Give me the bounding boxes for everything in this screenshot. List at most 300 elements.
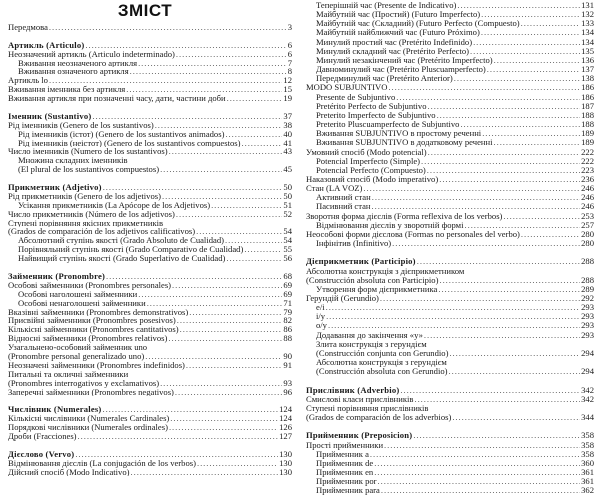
leader-dots [170,414,278,423]
toc-page-number: 222 [581,147,594,157]
toc-page-number: 236 [581,174,594,184]
leader-dots [439,175,580,184]
toc-entry [306,230,594,239]
toc-entry-title: e/i [316,303,325,313]
toc-entry [306,441,594,450]
toc-entry-title: Прийменник a [316,449,369,459]
toc-entry [306,312,594,321]
toc-entry-title: Заперечні займенники (Pronombres negativos) [8,387,174,397]
toc-page-number: 41 [283,138,292,148]
toc-entry-title: Дроби (Fracciones) [8,431,77,441]
leader-dots [180,325,283,334]
toc-entry-title: Умовний спосіб (Modo potencial) [306,147,427,157]
toc-entry-title: i/y [316,312,326,322]
toc-entry [306,468,594,477]
toc-entry [8,414,292,423]
toc-page-number: 289 [581,284,594,294]
leader-dots [388,83,580,92]
toc-page-number: 50 [283,191,292,201]
toc-page-number: 6 [287,40,292,50]
leader-dots [381,486,580,495]
toc-entry [8,85,292,94]
toc-entry-title: Активний стан [316,193,371,203]
toc-entry-title: Додавання до закінчення «у» [316,330,423,340]
toc-entry [8,361,292,370]
toc-entry [306,212,594,221]
toc-page-number: 96 [283,387,292,397]
toc-spacer [306,376,594,385]
toc-entry-title: Пасивний стан [316,202,371,212]
toc-entry [306,477,594,486]
leader-dots [437,111,581,120]
leader-dots [49,23,287,32]
toc-spacer [8,174,292,183]
leader-dots [160,165,282,174]
leader-dots [465,221,581,230]
leader-dots [242,139,283,148]
toc-spacer [306,422,594,431]
leader-dots [521,19,580,28]
leader-dots [482,129,580,138]
toc-entry [8,299,292,308]
toc-entry [8,227,292,236]
leader-dots [481,28,580,37]
toc-entry [8,94,292,103]
toc-entry-title: Вживання іменника без артикля [8,85,126,95]
leader-dots [130,67,287,76]
leader-dots [452,413,580,422]
toc-page-number: 91 [283,360,292,370]
toc-entry-title: Potencial Imperfecto (Simple) [316,156,421,166]
leader-dots [449,367,581,376]
toc-page-number: 88 [283,334,292,344]
toc-page-number: 138 [581,74,594,84]
toc-entry-title: Potencial Perfecto (Compuesto) [316,165,426,175]
toc-entry [306,102,594,111]
toc-page-number: 358 [581,449,594,459]
leader-dots [473,38,580,47]
toc-entry-title: Неособові форми дієслова (Formas no personales del verbo) [306,229,520,239]
leader-dots [494,56,580,65]
toc-entry [306,321,594,330]
toc-entry-title: Порядкові числівники (Numerales ordinales) [8,423,168,432]
toc-entry-title: Вживання неозначеного артикля [18,58,138,68]
toc-page-number: 293 [581,312,594,322]
toc-page-number: 130 [279,449,292,459]
toc-entry-title: Герундій (Gerundio) [306,294,379,303]
toc-page-number: 43 [283,147,292,157]
toc-page-number: 358 [581,440,594,450]
leader-dots [78,432,279,441]
toc-page-number: 90 [283,351,292,361]
leader-dots [225,236,282,245]
toc-page-number: 187 [581,101,594,111]
toc-entry-title: Стан (LA VOZ) [306,184,363,194]
leader-dots [131,468,279,477]
toc-entry-title: Дієприкметник (Participio) [306,257,416,267]
toc-page-number: 137 [581,65,594,75]
toc-entry-title: Артикль lo [8,76,48,86]
leader-dots [75,450,278,459]
toc-page-number: 292 [581,294,594,303]
toc-page-number: 15 [283,85,292,95]
toc-entry [8,343,292,352]
toc-entry-title: Майбутній час (Складний) (Futuro Perfecto (Compuesto) [316,19,520,29]
toc-entry [306,221,594,230]
toc-entry [8,334,292,343]
leader-dots [428,148,580,157]
toc-entry-title: Прийменник para [316,486,380,496]
toc-page-number: 54 [283,227,292,237]
toc-entry-title: Майбутній час (Простий) (Futuro Imperfecto) [316,10,481,20]
toc-entry [306,28,594,37]
toc-entry [8,236,292,245]
toc-page-number: 86 [283,325,292,335]
toc-entry [306,93,594,102]
toc-entry-title: Прикметник (Adjetivo) [8,183,102,192]
toc-entry [8,352,292,361]
toc-entry [306,202,594,211]
toc-section-heading [306,257,594,266]
toc-section-heading [8,272,292,281]
toc-page-number: 189 [581,138,594,148]
leader-dots [106,272,282,281]
toc-entry-title: (Grados de comparación de los adverbios) [306,413,452,423]
leader-dots [326,312,580,321]
toc-entry [8,192,292,201]
toc-entry [306,486,594,495]
leader-dots [372,202,581,211]
toc-page-number: 253 [581,211,594,221]
toc-section-heading [8,450,292,459]
leader-dots [189,308,282,317]
toc-page-number: 7 [287,58,292,68]
toc-page-number: 3 [287,23,292,32]
toc-entry-title: (El plural de los sustantivos compuestos) [18,165,160,175]
leader-dots [417,257,580,266]
leader-dots [384,441,580,450]
toc-page-number: 38 [283,120,292,130]
toc-entry [306,395,594,404]
toc-entry-title: Ступені порівняння прислівників [306,403,429,413]
toc-entry [306,83,594,92]
leader-dots [378,477,581,486]
toc-entry-title: Вживання означеного артикля [18,67,129,77]
toc-page-number: 188 [581,120,594,130]
toc-entry-title: Минулий складний час (Pretérito Perfecto) [316,46,469,56]
toc-page-number: 52 [283,209,292,219]
toc-entry [306,267,594,276]
toc-page-number: 294 [581,348,594,358]
toc-entry-title: (Construcción absoluta con Gerundio) [316,367,448,377]
leader-dots [226,254,282,263]
toc-entry-title: Preterito Imperfecto de Subjuntivo [316,110,436,120]
toc-spacer [8,396,292,405]
toc-page-number: 293 [581,321,594,331]
leader-dots [487,65,580,74]
toc-entry-title: Прислівник (Adverbio) [306,385,400,395]
toc-page-number: 126 [279,423,292,432]
toc-entry-title: Presente de Subjuntivo [316,92,396,102]
toc-entry-title: Прийменник de [316,458,374,468]
toc-page-number: 93 [283,378,292,388]
toc-section-heading [8,41,292,50]
toc-entry [306,285,594,294]
toc-entry-title: Неозначені займенники (Pronombres indefinidos) [8,360,185,370]
leader-dots [147,299,283,308]
toc-entry-title: Preterito Pluscuamperfecto de Subjuntivo [316,120,460,130]
toc-entry-title: Узагальнено-особовий займенник uno [8,343,148,352]
toc-entry [8,245,292,254]
toc-page-number: 288 [581,275,594,285]
leader-dots [92,112,282,121]
toc-page-number: 280 [581,239,594,249]
toc-entry-title: Множина складних іменників [18,156,128,166]
toc-page-number: 342 [581,385,594,395]
toc-entry [306,120,594,129]
leader-dots [380,294,580,303]
toc-page-number: 293 [581,303,594,313]
toc-entry [306,175,594,184]
leader-dots [392,239,580,248]
toc-page-number: 134 [581,37,594,47]
toc-entry [8,121,292,130]
toc-entry-title: Pretérito Perfecto de Subjuntivo [316,101,427,111]
toc-entry [8,59,292,68]
toc-page-number: 79 [283,307,292,317]
toc-entry-title: Давноминулий час (Pretérito Pluscuamperfecto) [316,65,486,75]
toc-page-number: 257 [581,220,594,230]
toc-entry [306,450,594,459]
leader-dots [370,450,580,459]
toc-entry [8,370,292,379]
toc-entry [8,139,292,148]
toc-entry-title: Питальні та окличні займенники [8,369,129,379]
leader-dots [211,201,282,210]
toc-entry-title: Займенник (Pronombre) [8,271,106,281]
toc-page-number: 6 [287,49,292,59]
toc-entry [306,459,594,468]
toc-entry-title: Кількісні займенники (Pronombres cantitativos) [8,325,179,335]
toc-entry [8,130,292,139]
toc-page-number: 361 [581,467,594,477]
toc-entry-title: Рід іменників (Genero de los sustantivos) [8,120,154,130]
toc-entry [8,468,292,477]
toc-page-number: 136 [581,55,594,65]
toc-page-number: 132 [581,10,594,20]
toc-page-number: 54 [283,236,292,246]
toc-spacer [8,441,292,450]
toc-entry [306,148,594,157]
toc-entry-title: Особові займенники (Pronombres personales) [8,280,172,290]
toc-page-number: 358 [581,431,594,441]
toc-entry [306,358,594,367]
toc-page-number: 50 [283,183,292,192]
leader-dots [460,120,580,129]
toc-page-number: 37 [283,111,292,121]
leader-dots [197,459,278,468]
leader-dots [494,138,581,147]
toc-entry [8,316,292,325]
toc-spacer [8,32,292,41]
toc-section-heading [306,431,594,440]
toc-page-number: 246 [581,193,594,203]
toc-entry [306,367,594,376]
leader-dots [244,245,282,254]
leader-dots [145,352,282,361]
toc-entry [306,184,594,193]
toc-entry-title: Інфінітив (Infinitivo) [316,239,392,249]
toc-page-number: 130 [279,458,292,468]
toc-page-number: 8 [287,67,292,77]
toc-page-number: 135 [581,46,594,56]
toc-entry [8,308,292,317]
toc-entry-title: Присвійні займенники (Pronombres posesivos) [8,316,176,326]
leader-dots [177,316,283,325]
leader-dots [438,285,580,294]
toc-entry [306,138,594,147]
toc-entry [306,65,594,74]
leader-dots [102,405,278,414]
toc-page-number: 69 [283,280,292,290]
leader-dots [328,321,580,330]
leader-dots [172,281,282,290]
toc-entry [8,76,292,85]
toc-entry-title: o/y [316,321,327,331]
toc-page-number: 82 [283,316,292,326]
toc-entry [8,388,292,397]
toc-entry [8,67,292,76]
toc-right-column [306,1,594,495]
leader-dots [424,331,580,340]
toc-entry-title: Відмінювання дієслів (La conjugación de los verbos) [8,458,196,468]
leader-dots [503,212,580,221]
toc-entry [8,281,292,290]
toc-page-number: 69 [283,289,292,299]
leader-dots [457,1,580,10]
toc-entry [306,56,594,65]
toc-entry [8,423,292,432]
toc-entry-title: Вживання SUBJUNTIVO в додатковому реченні [316,138,493,148]
toc-page-number: 362 [581,486,594,496]
toc-entry-title: Відносні займенники (Pronombres relativos) [8,334,168,344]
toc-entry [306,294,594,303]
toc-entry [8,254,292,263]
toc-entry-title: Числівник (Numerales) [8,405,102,415]
leader-dots [169,147,283,156]
toc-entry-title: Неозначений артикль (Articulo indeterminado) [8,49,175,59]
toc-entry-title: Рід іменників (істот) (Genero de los sustantivos animados) [18,129,225,139]
toc-entry-title: Іменник (Sustantivo) [8,111,92,121]
page-title: ЗМІСТ [117,1,173,20]
toc-entry [306,303,594,312]
toc-page-number: 361 [581,477,594,487]
toc-entry [306,74,594,83]
toc-entry-title: Число іменників (Numero de los sustantivos) [8,147,168,157]
toc-entry [306,111,594,120]
toc-section-heading [8,183,292,192]
toc-page-number: 288 [581,257,594,267]
leader-dots [454,74,580,83]
toc-entry-title: Артикль (Articulo) [8,40,85,50]
toc-entry [306,193,594,202]
toc-entry-title: Прийменник en [316,467,374,477]
toc-entry-title: Абсолютний ступінь якості (Grado Absoluto de Cualidad) [18,236,224,246]
toc-spacer [8,263,292,272]
leader-dots [186,361,283,370]
leader-dots [363,184,580,193]
leader-dots [126,85,282,94]
toc-page-number: 246 [581,202,594,212]
toc-page-number: 124 [279,414,292,424]
leader-dots [421,157,580,166]
leader-dots [49,76,282,85]
toc-section-heading [306,386,594,395]
leader-dots [439,276,580,285]
toc-page-number: 342 [581,394,594,404]
leader-dots [176,50,287,59]
leader-dots [481,10,580,19]
leader-dots [155,121,283,130]
toc-entry [306,157,594,166]
toc-entry-title: Число прикметників (Número de los adjetivos) [8,209,175,219]
toc-entry [306,38,594,47]
leader-dots [103,183,283,192]
toc-entry [8,165,292,174]
leader-dots [169,423,278,432]
toc-entry [8,50,292,59]
toc-entry [306,331,594,340]
toc-entry [8,219,292,228]
toc-page-number: 40 [283,129,292,139]
toc-spacer [306,248,594,257]
toc-entry-title: Прийменник (Preposicion) [306,431,413,441]
toc-entry-title: Вказівні займенники (Pronombres demonstrativos) [8,307,189,317]
toc-entry-title: Зворотня форма дієслів (Forma reflexiva de los verbos) [306,211,503,221]
toc-entry [306,166,594,175]
toc-entry-title: MODO SUBJUNTIVO [306,83,388,93]
toc-entry [306,129,594,138]
toc-entry [8,201,292,210]
toc-entry [306,340,594,349]
toc-entry [306,404,594,413]
toc-entry [306,19,594,28]
toc-entry [8,325,292,334]
toc-entry-title: (Grados de comparación de los adjetivos calificativos) [8,227,196,237]
toc-entry-title: Найвищий ступінь якості (Grado Superlativo de Cualidad) [18,254,226,264]
toc-page-number: 293 [581,330,594,340]
toc-spacer [8,103,292,112]
toc-page-number: 127 [279,431,292,441]
toc-entry-title: Злита конструкція з герундієм [316,339,427,349]
toc-entry-title: Прийменник por [316,477,377,487]
toc-entry-title: Смислові класи прислівників [306,394,414,404]
leader-dots [227,94,283,103]
toc-page-number: 45 [283,165,292,175]
leader-dots [400,386,580,395]
toc-entry-title: Рід іменників (неістот) (Genero de los sustantivos compuestos) [18,138,241,148]
leader-dots [160,379,282,388]
leader-dots [470,47,580,56]
toc-section-heading [8,405,292,414]
leader-dots [374,459,580,468]
leader-dots [176,210,283,219]
toc-page-number: 280 [581,229,594,239]
toc-entry-title: Наказовий спосіб (Modo imperativo) [306,174,439,184]
toc-page-number: 19 [283,94,292,104]
leader-dots [175,388,283,397]
toc-entry-title: Передмова [8,23,48,32]
